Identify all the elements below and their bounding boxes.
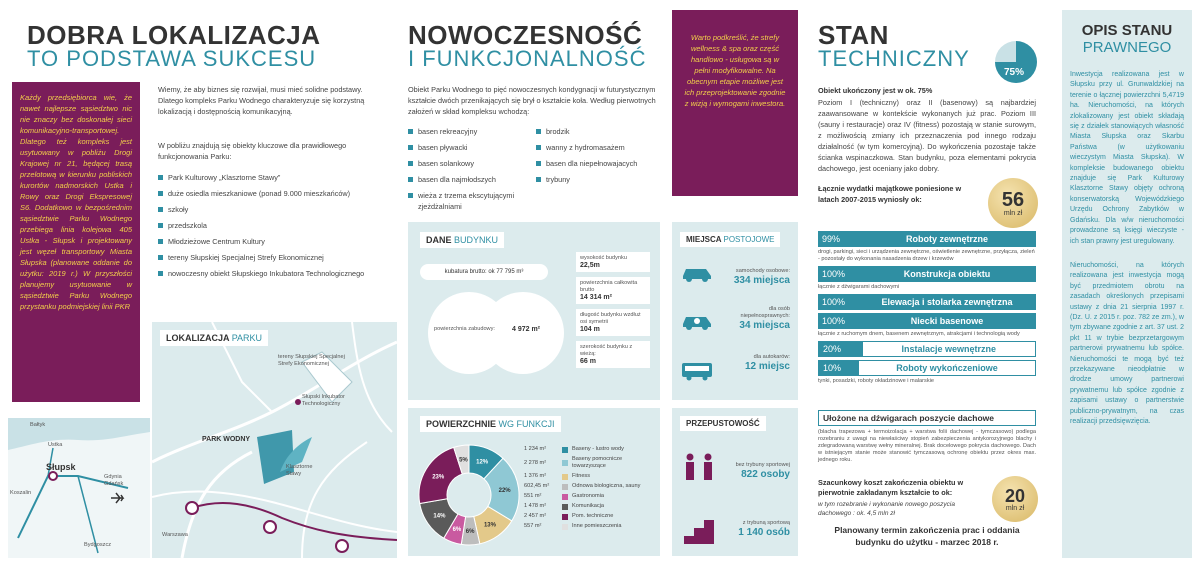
map-label-sez: tereny Słupskiej Specjalnej Strefy Ekonomicznej bbox=[278, 354, 345, 367]
map-label-koszalin: Koszalin bbox=[10, 490, 32, 496]
completion-pct: 75% bbox=[1004, 67, 1025, 78]
legend-label: Odnowa biologiczna, sauny bbox=[572, 483, 641, 489]
legend-label: Baseny - lustro wody bbox=[572, 446, 624, 452]
legend-label: Inne pomieszczenia bbox=[572, 523, 622, 529]
roof-desc: (blacha trapezowa + termoizolacja + warstwa folii dachowej - tymczasowo) podlega rozebraniu z uwagi na niewłaściwy stopień zabezpieczenia antykorozyjnego blachy i zdegradowaną warstwę wełny mineralnej. Brak docelowego pokrycia dachowego. Dach w istniejącym stanie może stanowić tymczasową ochronę obiektu przez okres max. jednego roku. bbox=[818, 429, 1036, 463]
feature-item: basen rekreacyjny bbox=[408, 126, 538, 137]
nearby-item: tereny Słupskiej Specjalnej Strefy Ekonomicznej bbox=[158, 252, 376, 263]
work-pct: 100% bbox=[822, 316, 846, 326]
roof-cost-note: w tym rozebranie i wykonanie nowego poszycia dachowego : ok. 4,5 mln zł bbox=[818, 501, 955, 517]
feature-item: basen solankowy bbox=[408, 158, 538, 169]
bus-icon bbox=[680, 360, 714, 382]
nearby-item: przedszkola bbox=[158, 220, 376, 231]
legend-swatch bbox=[562, 514, 568, 520]
fact-label: powierzchnia całkowita brutto bbox=[580, 280, 638, 293]
section3-title-light: TECHNICZNY bbox=[818, 46, 970, 71]
park-map-title-light: PARKU bbox=[231, 333, 263, 343]
building-title-light: BUDYNKU bbox=[454, 235, 499, 245]
roof-title: Ułożone na dźwigarach poszycie dachowe bbox=[818, 410, 1036, 426]
parking-item bbox=[734, 268, 790, 286]
parking-title-light: POSTOJOWE bbox=[723, 235, 775, 244]
work-label: Instalacje wewnętrzne bbox=[901, 344, 997, 354]
kubatura-badge bbox=[420, 264, 548, 280]
work-label: Roboty zewnętrzne bbox=[905, 234, 988, 244]
capacity-item bbox=[738, 520, 790, 538]
work-bar bbox=[818, 341, 1036, 357]
legend-label: Komunikacja bbox=[572, 503, 605, 509]
nearby-intro: W pobliżu znajdują się obiekty kluczowe dla prawidłowego funkcjonowania Parku: bbox=[158, 141, 347, 161]
section3-title-bold: STAN bbox=[818, 20, 889, 50]
legend-item bbox=[524, 513, 656, 520]
nearby-item: szkoły bbox=[158, 204, 376, 215]
areas-title-bold: POWIERZCHNIE bbox=[426, 419, 497, 429]
areas-pie-chart bbox=[416, 442, 522, 548]
legend-label: Gastronomia bbox=[572, 493, 605, 499]
work-label: Roboty wykończeniowe bbox=[896, 363, 998, 373]
section1-title-bold: DOBRA LOKALIZACJA bbox=[27, 20, 321, 50]
zabudowa-label: powierzchnia zabudowy: bbox=[434, 326, 495, 332]
capacity-label: z trybuną sportową bbox=[742, 520, 790, 526]
section1-highlight-text: Każdy przedsiębiorca wie, że nawet najlepsze sąsiedztwo nic nie znaczy bez doskonałej sieci komunikacyjno-transportowej. Dlatego też kompleks jest usytuowany w pobliżu Drogi Krajowej nr 21, będącej trasą przelotową w kierunku pobliskich kurortów nadmorskich Ustka i Rowy oraz Drogi Ekspresowej S6. Dodatkowo w bezpośrednim sąsiedztwie Parku Wodnego przebiega linia kolejowa 405 Ustka - Słupsk i projektowany jest węzeł transportowy Miasta Słupska (planowane oddanie do użytku: 2019 r.) W przyszłości planujemy usytuowanie w sąsiedztwie Parku Wodnego przystanku podmiejskiej linii PKR bbox=[20, 93, 132, 311]
section2-highlight-text: Warto podkreślić, że strefy wellness & spa oraz część handlowo - usługowa są w pełni modyfikowalne. Na obecnym etapie możliwe jest ich przeprojektowanie zgodnie z wizją i wymogami inwestora. bbox=[684, 33, 786, 108]
capacity-panel bbox=[672, 408, 798, 556]
parking-label: samochody osobowe: bbox=[735, 268, 790, 274]
section4-title-light: PRAWNEGO bbox=[1082, 39, 1172, 56]
areas-legend bbox=[524, 446, 656, 533]
work-pct: 99% bbox=[822, 234, 841, 244]
fact-value: 104 m bbox=[580, 326, 600, 333]
map-label-stawy: Klasztorne Stawy bbox=[286, 464, 313, 477]
work-bar bbox=[818, 231, 1036, 247]
map-label-slupsk: Słupsk bbox=[46, 462, 76, 472]
capacity-item bbox=[736, 462, 790, 480]
building-title bbox=[420, 232, 504, 248]
section1-title-light: TO PODSTAWA SUKCESU bbox=[27, 46, 317, 71]
capacity-title: PRZEPUSTOWOŚĆ bbox=[680, 416, 766, 431]
building-fact bbox=[576, 252, 650, 272]
building-fact bbox=[576, 309, 650, 336]
section2-title-bold: NOWOCZESNOŚĆ bbox=[408, 20, 643, 50]
building-shape-right bbox=[482, 292, 564, 374]
legend-item bbox=[524, 523, 656, 530]
fact-label: szerokość budynku z wieżą: bbox=[580, 344, 633, 357]
work-label: Konstrukcja obiektu bbox=[903, 269, 991, 279]
expenses-unit: mln zł bbox=[1003, 209, 1023, 217]
nearby-item: Młodzieżowe Centrum Kultury bbox=[158, 236, 376, 247]
car-icon bbox=[680, 262, 714, 282]
building-fact bbox=[576, 277, 650, 304]
work-bar bbox=[818, 360, 1036, 376]
parking-title bbox=[680, 232, 780, 247]
expenses-label: Łącznie wydatki majątkowe poniesione w latach 2007-2015 wyniosły ok: bbox=[818, 184, 962, 204]
legend-item bbox=[524, 456, 656, 470]
legend-label: Baseny pomocnicze towarzyszące bbox=[572, 456, 623, 469]
roof-cost-value: 20 bbox=[1004, 485, 1026, 506]
parking-label: dla osób niepełnosprawnych: bbox=[740, 306, 790, 319]
zabudowa-value: 4 972 m² bbox=[512, 326, 541, 333]
work-bar bbox=[818, 294, 1036, 310]
park-map-svg bbox=[152, 322, 397, 558]
legend-swatch bbox=[562, 484, 568, 490]
building-title-bold: DANE bbox=[426, 235, 452, 245]
roof-cost-unit: mln zł bbox=[1005, 504, 1025, 512]
nearby-item: Park Kulturowy „Klasztorne Stawy” bbox=[158, 172, 376, 183]
areas-panel bbox=[408, 408, 660, 556]
nearby-item: nowoczesny obiekt Słupskiego Inkubatora Technologicznego bbox=[158, 268, 376, 279]
park-location-map bbox=[152, 322, 397, 558]
pie-label: 5% bbox=[459, 457, 468, 464]
work-bar bbox=[818, 313, 1036, 329]
feature-item: brodzik bbox=[536, 126, 660, 137]
feature-item: trybuny bbox=[536, 174, 660, 185]
nearby-item: duże osiedla mieszkaniowe (ponad 9.000 mieszkańców) bbox=[158, 188, 376, 199]
parking-panel bbox=[672, 222, 798, 400]
map-label-ustka: Ustka bbox=[48, 442, 63, 448]
legal-p1: Inwestycja realizowana jest w Słupsku przy ul. Grunwaldzkiej na terenie o łącznej powierzchni 5,4719 ha. Nieruchomości, na których zlokalizowany jest obiekt składają się z działek stanowiących własność Miasta Słupska oraz Skarbu Państwa (w użytkowaniu wieczystym Miasta Słupska). W kompleksie budowanego obiektu znajduje się Park Kulturowy Klasztorne Stawy objęty ochroną konserwatorską Wojewódzkiego Urzędu Ochrony Zabytków w Gdańsku. Dla w/w nieruchomości prowadzone są księgi wieczyste - ich stan prawny jest uregulowany. bbox=[1070, 71, 1184, 245]
legend-swatch bbox=[562, 447, 568, 453]
feature-item: wanny z hydromasażem bbox=[536, 142, 660, 153]
nearby-list bbox=[158, 172, 376, 284]
section2-intro: Obiekt Parku Wodnego to pięć nowoczesnych kondygnacji w futurystycznym kształcie dwóch przenikających się brył o kształcie koła. Według pierwotnych założeń w skład kompleksu wchodzą: bbox=[408, 85, 656, 116]
legend-swatch bbox=[562, 504, 568, 510]
works-list bbox=[818, 228, 1036, 385]
park-map-title-bold: LOKALIZACJA bbox=[166, 333, 230, 343]
fact-label: długość budynku wzdłuż osi symetrii bbox=[580, 312, 641, 325]
work-desc: łącznie z ruchomym dnem, basenem zewnętrznym, atrakcjami i technologią wody bbox=[818, 331, 1020, 337]
people-icon bbox=[682, 452, 718, 482]
legend-area: 1 478 m² bbox=[524, 503, 547, 509]
pie-label: 6% bbox=[452, 526, 462, 533]
legal-p2: Nieruchomości, na których realizowana jest inwestycja mogą być przedmiotem obrotu na zasadach określonych przepisami ustawy z dnia 21 sierpnia 1997 r. (Dz. U. z 2015 r. poz. 782 ze zm.), w tym zbywane zgodnie z art. 37 ust. 2 pkt 11 w trybie bezprzetargowym partnerowi prywatnemu lub spółce. Nieruchomości te mogą być też przekazywane nieodpłatnie w drodze umowy partnerowi prywatnemu lub spółce zgodnie z zapisami ustawy o partnerstwie publiczno-prywatnym, na czas realizacji przedsięwzięcia. bbox=[1070, 261, 1184, 425]
building-facts bbox=[576, 252, 650, 368]
legend-item bbox=[524, 473, 656, 480]
capacity-value: 1 140 osób bbox=[738, 527, 790, 538]
tribune-icon bbox=[682, 516, 718, 546]
pie-label: 14% bbox=[433, 513, 446, 520]
parking-item bbox=[745, 354, 790, 372]
features-right bbox=[536, 126, 660, 190]
pie-label: 6% bbox=[465, 528, 475, 535]
fact-label: wysokość budynku bbox=[580, 255, 627, 261]
map-label-park: PARK WODNY bbox=[202, 436, 251, 443]
parking-title-bold: MIEJSCA bbox=[686, 235, 722, 244]
feature-item: wieża z trzema ekscytującymi zjeżdżalniami bbox=[408, 190, 538, 212]
legend-area: 1 376 m² bbox=[524, 473, 547, 479]
legend-item bbox=[524, 493, 656, 500]
section1-highlight-box bbox=[12, 82, 140, 402]
planned-date: Planowany termin zakończenia prac i oddania budynku do użytku - marzec 2018 r. bbox=[834, 525, 1020, 547]
region-map-svg bbox=[8, 418, 150, 558]
map-label-baltyk: Bałtyk bbox=[30, 422, 46, 428]
parking-item bbox=[720, 306, 790, 331]
legend-area: 602,45 m² bbox=[524, 483, 550, 489]
section1-intro: Wiemy, że aby biznes się rozwijał, musi mieć solidne podstawy. Dlatego kompleks Parku Wodnego charakteryzuje się korzystną lokalizacją i dostępnością komunikacyjną. bbox=[158, 85, 365, 116]
legend-label: Fitness bbox=[572, 473, 591, 479]
section2-highlight-box bbox=[672, 10, 798, 196]
work-pct: 20% bbox=[819, 342, 863, 356]
legend-area: 2 457 m² bbox=[524, 513, 547, 519]
legend-item bbox=[524, 446, 656, 453]
capacity-label: bez trybuny sportowej bbox=[735, 462, 790, 468]
feature-item: basen pływacki bbox=[408, 142, 538, 153]
features-left bbox=[408, 126, 538, 217]
feature-item: basen dla najmłodszych bbox=[408, 174, 538, 185]
parking-label: dla autokarów: bbox=[753, 354, 790, 360]
legend-swatch bbox=[562, 494, 568, 500]
map-label-bydgoszcz: Bydgoszcz bbox=[84, 542, 112, 548]
roof-block bbox=[818, 410, 1036, 464]
legend-item bbox=[524, 503, 656, 510]
areas-title bbox=[420, 416, 561, 432]
fact-value: 14 314 m² bbox=[580, 294, 612, 301]
work-pct: 100% bbox=[822, 297, 846, 307]
legal-panel bbox=[1062, 10, 1192, 558]
section2-title-light: I FUNKCJONALNOŚĆ bbox=[408, 46, 647, 71]
building-fact bbox=[576, 341, 650, 368]
capacity-value: 822 osoby bbox=[741, 469, 790, 480]
technical-body: Poziom I (techniczny) oraz II (basenowy) są najbardziej zaawansowane w kontekście wykonanych już prac. Poziom III (sauny i restauracje) oraz IV (fitness) pozostają w stanie surowym, z możliwością zmiany ich przeznaczenia pod innego rodzaju działalność (w tym komercyjną). Do wykończenia pozostaje także ścianka wspinaczkowa. Stan budynku, poza elementami pokrycia dachowego, jest oceniany jako dobry. bbox=[818, 98, 1036, 173]
work-desc: tynki, posadzki, roboty okładzinowe i malarskie bbox=[818, 378, 934, 384]
legend-area: 2 278 m² bbox=[524, 459, 547, 466]
expenses-value: 56 bbox=[1001, 188, 1025, 211]
map-label-gdansk: Gdańsk bbox=[104, 481, 124, 487]
completion-text: Obiekt ukończony jest w ok. 75% bbox=[818, 86, 933, 95]
building-data-panel bbox=[408, 222, 660, 400]
fact-value: 66 m bbox=[580, 358, 596, 365]
legend-area: 551 m² bbox=[524, 493, 542, 499]
work-bar bbox=[818, 266, 1036, 282]
legend-area: 557 m² bbox=[524, 523, 542, 529]
kubatura-label: kubatura brutto: ok 77 795 m³ bbox=[444, 269, 524, 275]
pie-label: 23% bbox=[432, 474, 445, 481]
map-label-inkubator: Słupski Inkubator Technologiczny bbox=[302, 394, 345, 407]
map-label-gdynia: Gdynia bbox=[104, 474, 122, 480]
parking-value: 334 miejsca bbox=[733, 275, 790, 286]
legend-item bbox=[524, 483, 656, 490]
roof-cost-coin bbox=[992, 476, 1038, 522]
areas-title-light: WG FUNKCJI bbox=[498, 419, 555, 429]
legend-swatch bbox=[562, 474, 568, 480]
map-label-warszawa: Warszawa bbox=[162, 532, 188, 538]
legend-swatch bbox=[562, 524, 568, 530]
work-pct: 100% bbox=[822, 269, 846, 279]
pie-label: 22% bbox=[498, 487, 511, 494]
work-desc: drogi, parkingi, sieci i urządzenia zewnętrzne, oświetlenie zewnętrzne, przyłącza, zieleń - pozostały do wykonania nasadzenia drzew i krzewów bbox=[818, 249, 1035, 262]
work-desc: łącznie z dźwigarami dachowymi bbox=[818, 284, 900, 290]
work-label: Niecki basenowe bbox=[910, 316, 984, 326]
expenses-coin bbox=[988, 178, 1038, 228]
park-map-title bbox=[160, 330, 268, 346]
region-map bbox=[8, 418, 150, 558]
fact-value: 22,5m bbox=[580, 262, 600, 269]
pie-label: 12% bbox=[476, 459, 489, 466]
work-label: Elewacja i stolarka zewnętrzna bbox=[881, 297, 1013, 307]
pie-label: 13% bbox=[483, 522, 496, 529]
legend-swatch bbox=[562, 460, 568, 466]
section4-title-bold: OPIS STANU bbox=[1081, 22, 1173, 39]
legend-area: 1 234 m² bbox=[524, 446, 547, 452]
parking-value: 34 miejsca bbox=[739, 320, 790, 331]
work-pct: 10% bbox=[819, 361, 859, 375]
roof-cost-label: Szacunkowy koszt zakończenia obiektu w pierwotnie zakładanym kształcie to ok: bbox=[818, 478, 964, 497]
disabled-car-icon bbox=[680, 310, 714, 330]
parking-value: 12 miejsc bbox=[744, 361, 790, 372]
feature-item: basen dla niepełnowajacych bbox=[536, 158, 660, 169]
legend-label: Pom. techniczne bbox=[572, 513, 614, 519]
